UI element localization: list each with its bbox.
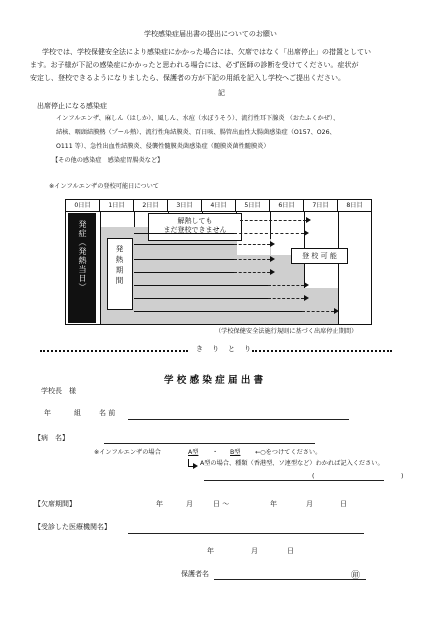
circle-note: ←○をつけてください。 (255, 449, 322, 456)
attend-possible-label: 登 校 可 能 (302, 252, 337, 260)
not-yet-box (148, 213, 242, 241)
day-4: 4日目 (202, 200, 236, 211)
seal-mark: ㊞ (351, 571, 361, 581)
to-year: 年 (270, 500, 277, 508)
disease-label: 【病 名】 (34, 434, 69, 442)
day-5: 5日目 (236, 200, 270, 211)
disease-field[interactable] (104, 443, 315, 444)
form-title: 学 校 感 染 症 届 出 書 (164, 375, 264, 386)
from-day: 日 〜 (213, 500, 230, 508)
day-3: 3日目 (168, 200, 202, 211)
addressee: 学校長 様 (41, 387, 76, 395)
from-month: 月 (186, 500, 193, 508)
not-yet-line-2: まだ登校できません (163, 226, 227, 234)
type-separator: ・ (212, 449, 219, 456)
cut-line-right (252, 350, 392, 352)
flu-note: ※インフルエンザの場合 (94, 449, 161, 456)
notice-paragraph-line-3: 安定し、登校できるようになりましたら、保護者の方が下記の用紙を記入し学校へご提出ください。 (30, 74, 345, 82)
to-day: 日 (340, 500, 347, 508)
attend-possible-box (291, 248, 348, 264)
fever-period-label: 発熱期間 (115, 245, 124, 287)
disease-line-3: O111 等）、急性出血性結膜炎、侵襲性髄膜炎菌感染症（髄膜炎菌性髄膜炎） (56, 143, 270, 150)
onset-label: 発症（発熱当日） (78, 220, 87, 292)
sign-year: 年 (207, 547, 214, 555)
guardian-label: 保護者名 (181, 570, 209, 578)
day-6: 6日目 (270, 200, 304, 211)
notice-paragraph-line-1: 学校では、学校保健安全法により感染症にかかった場合には、欠席ではなく「出席停止」の措置としてい (42, 48, 371, 56)
day-header-row (66, 200, 371, 212)
onset-label-box (68, 213, 96, 323)
day-7: 7日目 (304, 200, 338, 211)
grade-label: 年 (44, 409, 51, 417)
not-yet-line-1: 解熱しても (177, 217, 213, 225)
day-2: 2日目 (134, 200, 168, 211)
ki-marker: 記 (218, 89, 225, 97)
day-8: 8日目 (346, 202, 363, 209)
cut-label: き り と り (196, 345, 252, 353)
class-label: 組 (74, 409, 81, 417)
notice-paragraph-line-2: ます。お子様が下記の感染症にかかったと思われる場合には、必ず医師の診断を受けてください。症状が (30, 61, 359, 69)
fever-period-box (107, 238, 133, 310)
absence-label: 【欠席期間】 (34, 500, 76, 508)
clinic-label: 【受診した医療機関名】 (34, 523, 111, 531)
subtype-note: A型の場合、種類（香港型、ソ連型など）わかれば記入ください。 (200, 460, 384, 467)
disease-line-1: インフルエンザ、麻しん（はしか）、風しん、水痘（水ぼうそう）、流行性耳下腺炎 （おたふくかぜ）、 (56, 115, 340, 122)
flu-diagram (65, 199, 372, 325)
to-month: 月 (306, 500, 313, 508)
day-1: 1日目 (100, 200, 134, 211)
cut-line-left (40, 350, 188, 352)
name-label: 名 前 (99, 409, 116, 417)
from-year: 年 (156, 500, 163, 508)
type-b-option[interactable]: B型 (230, 449, 241, 456)
clinic-field[interactable] (128, 533, 364, 534)
sign-day: 日 (287, 547, 294, 555)
other-diseases: 【その他の感染症 感染症胃腸炎など】 (52, 157, 164, 164)
diagram-footnote: （学校保健安全法施行規則に基づく出席停止期間） (215, 328, 358, 335)
diagram-caption: ※インフルエンザの登校可能日について (49, 183, 159, 190)
subtype-field[interactable]: ( ) (312, 473, 404, 480)
disease-line-2: 結核、咽頭結膜熱（プール熱）、流行性角結膜炎、百日咳、腸管出血性大腸菌感染症（O157、O26、 (56, 129, 336, 136)
sign-month: 月 (251, 547, 258, 555)
diseases-heading: 出席停止になる感染症 (37, 102, 107, 110)
guardian-field[interactable] (214, 579, 366, 580)
day-0: 0日目 (66, 200, 100, 211)
name-field[interactable] (128, 419, 349, 420)
type-a-option[interactable]: A型 (188, 449, 199, 456)
notice-title: 学校感染症届出書の提出についてのお願い (144, 30, 277, 38)
